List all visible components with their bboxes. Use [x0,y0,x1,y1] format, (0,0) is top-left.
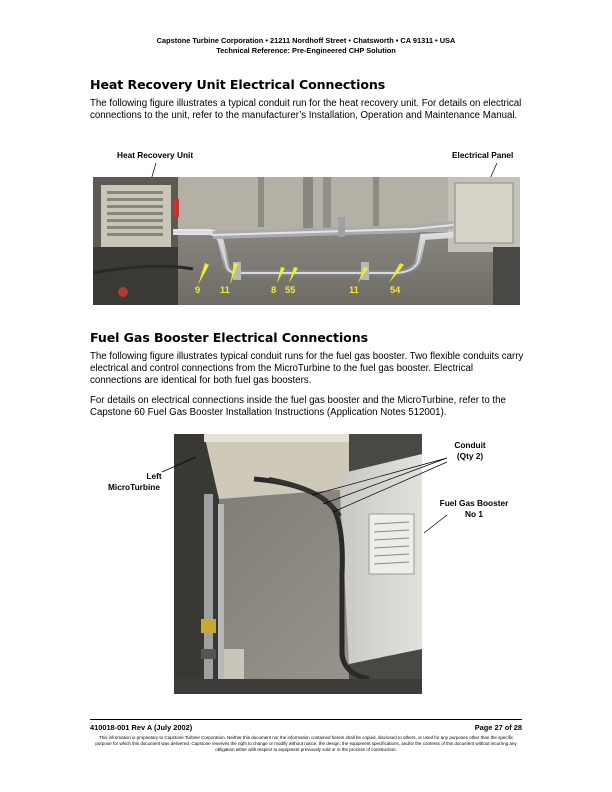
figure1-label-electrical-panel: Electrical Panel [452,150,514,160]
footer-rule [90,719,522,720]
callout-8: 8 [271,285,277,295]
section-body-heat-recovery: The following figure illustrates a typical conduit run for the heat recovery unit. For details on electrical connections to the unit, refer to the manufacturer’s Installation, Operation and Maintenance Manual. [90,98,522,122]
figure2-label-microturbine: MicroTurbine [108,482,160,492]
figure1-label-heat-recovery-unit: Heat Recovery Unit [117,150,194,160]
footer-page-number: Page 27 of 28 [474,723,522,732]
callout-11b: 11 [349,285,359,295]
label-booster-line2: No 1 [465,508,483,519]
section-title-heat-recovery: Heat Recovery Unit Electrical Connections [90,77,386,92]
callout-54: 54 [390,285,401,295]
label-conduit-line2: (Qty 2) [456,450,484,461]
header-company-line: Capstone Turbine Corporation • 21211 Nordhoff Street • Chatsworth • CA 91311 • USA [156,36,456,45]
section-title-fuel-gas-booster: Fuel Gas Booster Electrical Connections [90,330,368,345]
callout-11a: 11 [220,285,230,295]
label-booster-line1: Fuel Gas Booster [439,498,509,508]
callout-55: 55 [285,285,296,295]
footer-disclaimer: This information is proprietary to Capstone Turbine Corporation. Neither this document nor the information contained herein shall be copied, disclosed to others, or used for any purposes other than the specific purpose for which this document was delivered. Capstone reserves the right to change or modify without notice, the design, the equipment specifications, and/or the contents of this document without incurring any obligation either with respect to equipment previously sold or in the process of construction. [95,735,517,752]
header-doc-title: Technical Reference: Pre-Engineered CHP Solution [216,46,396,55]
section-body-fuel-gas-booster-1: The following figure illustrates typical conduit runs for the fuel gas booster. Two flexible conduits carry electrical and control connections from the MicroTurbine to the fuel gas booster. Electrical connections are identical for both fuel gas boosters. [90,351,524,387]
callout-9: 9 [195,285,201,295]
label-left-line1: Left [146,471,162,481]
section-body-fuel-gas-booster-2: For details on electrical connections inside the fuel gas booster and the MicroTurbine, refer to the Capstone 60 Fuel Gas Booster Installation Instructions (Application Notes 512001). [90,395,506,419]
footer-doc-id: 410018-001 Rev A (July 2002) [90,723,193,732]
label-conduit-line1: Conduit [454,440,486,450]
